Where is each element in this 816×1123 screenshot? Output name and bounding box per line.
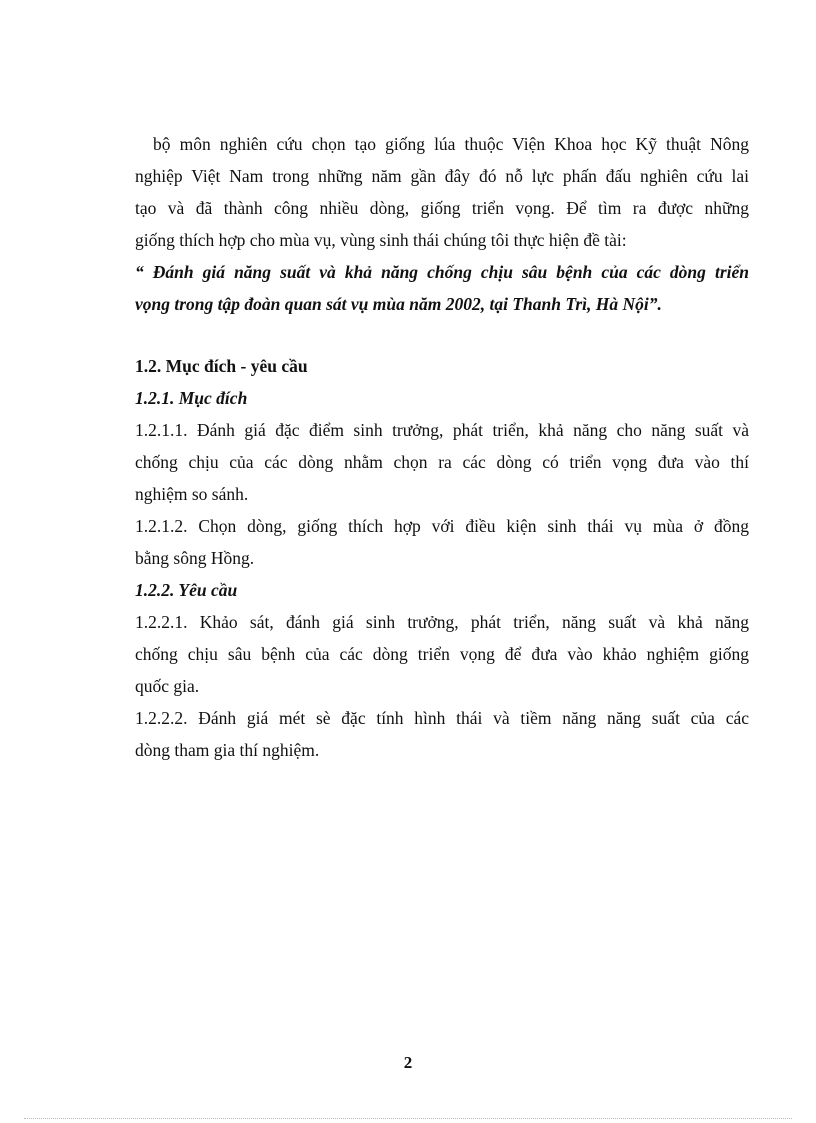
- section-heading: 1.2. Mục đích - yêu cầu: [135, 356, 308, 376]
- subsection-heading-purpose: 1.2.1. Mục đích: [135, 388, 248, 408]
- requirement-item-2-line-1: 1.2.2.2. Đánh giá mét sè đặc tính hình thái và tiềm năng năng suất của các: [135, 708, 749, 728]
- page-number: 2: [403, 1053, 413, 1072]
- page-content: [135, 128, 749, 766]
- requirement-item-1-line-1: 1.2.2.1. Khảo sát, đánh giá sinh trưởng, phát triển, năng suất và khả năng: [135, 612, 749, 632]
- intro-line-1: bộ môn nghiên cứu chọn tạo giống lúa thuộc Viện Khoa học Kỹ thuật Nông: [153, 134, 749, 154]
- intro-line-3: tạo và đã thành công nhiều dòng, giống triển vọng. Để tìm ra được những: [135, 198, 749, 218]
- purpose-item-1-line-1: 1.2.1.1. Đánh giá đặc điểm sinh trưởng, phát triển, khả năng cho năng suất và: [135, 420, 749, 440]
- topic-line-1: “ Đánh giá năng suất và khả năng chống chịu sâu bệnh của các dòng triển: [135, 262, 749, 282]
- purpose-item-1-line-3: nghiệm so sánh.: [135, 484, 249, 504]
- page-bottom-dotted-rule: [24, 1118, 792, 1119]
- requirement-item-1-line-2: chống chịu sâu bệnh của các dòng triển vọng để đưa vào khảo nghiệm giống: [135, 644, 749, 664]
- intro-line-4: giống thích hợp cho mùa vụ, vùng sinh thái chúng tôi thực hiện đề tài:: [135, 230, 627, 250]
- purpose-item-2-line-1: 1.2.1.2. Chọn dòng, giống thích hợp với điều kiện sinh thái vụ mùa ở đồng: [135, 516, 749, 536]
- requirement-item-1-line-3: quốc gia.: [135, 676, 200, 696]
- intro-line-2: nghiệp Việt Nam trong những năm gần đây đó nỗ lực phấn đấu nghiên cứu lai: [135, 166, 749, 186]
- requirement-item-2-line-2: dòng tham gia thí nghiệm.: [135, 740, 320, 760]
- purpose-item-1-line-2: chống chịu của các dòng nhằm chọn ra các dòng có triển vọng đưa vào thí: [135, 452, 749, 472]
- paragraph-gap: [135, 320, 749, 350]
- purpose-item-2-line-2: bằng sông Hồng.: [135, 548, 255, 568]
- subsection-heading-requirements: 1.2.2. Yêu cầu: [135, 580, 238, 600]
- topic-line-2: vọng trong tập đoàn quan sát vụ mùa năm 2002, tại Thanh Trì, Hà Nội”.: [135, 294, 662, 314]
